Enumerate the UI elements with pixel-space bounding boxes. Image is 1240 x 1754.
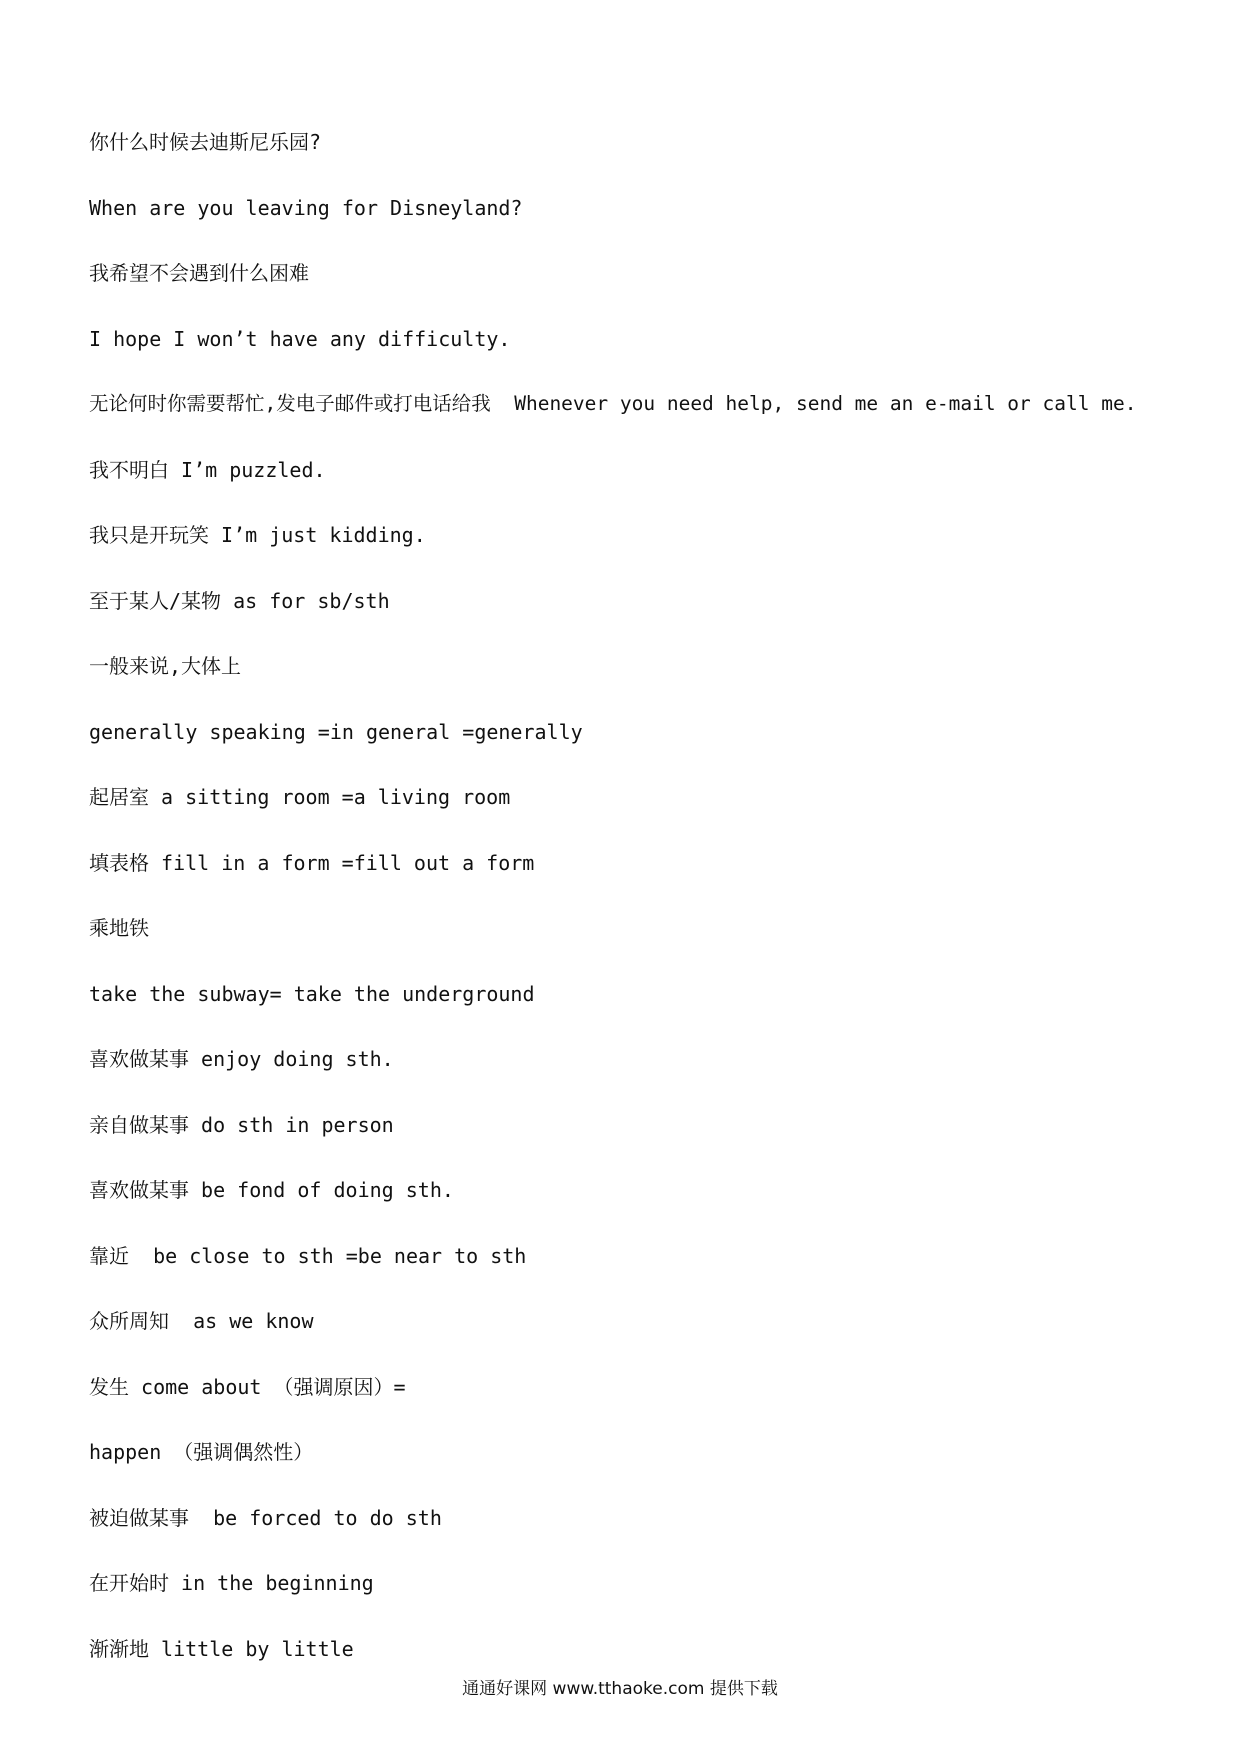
text-line: 我不明白 I’m puzzled.: [89, 457, 326, 482]
text-line: 靠近 be close to sth =be near to sth: [89, 1243, 527, 1268]
text-line: 喜欢做某事 be fond of doing sth.: [89, 1178, 454, 1202]
text-line: 发生 come about （强调原因）=: [89, 1374, 406, 1399]
text-line: 亲自做某事 do sth in person: [89, 1112, 394, 1137]
text-line: 我只是开玩笑 I’m just kidding.: [89, 523, 426, 547]
text-line: take the subway= take the underground: [89, 981, 535, 1006]
text-line: 起居室 a sitting room =a living room: [89, 785, 511, 809]
text-line: 填表格 fill in a form =fill out a form: [89, 850, 535, 875]
text-line: 无论何时你需要帮忙,发电子邮件或打电话给我 Whenever you need help, send me an e-mail or call me.: [89, 392, 1137, 415]
page-footer: 通通好课网 www.tthaoke.com 提供下载: [462, 1679, 778, 1699]
text-line: 乘地铁: [89, 916, 149, 940]
text-line: 一般来说,大体上: [89, 654, 242, 678]
text-line: 众所周知 as we know: [89, 1309, 314, 1333]
text-line: happen （强调偶然性）: [89, 1440, 314, 1464]
text-line: 渐渐地 little by little: [89, 1636, 354, 1661]
text-line: When are you leaving for Disneyland?: [89, 195, 523, 220]
phrase-list: [89, 119, 1169, 1691]
text-line: 在开始时 in the beginning: [89, 1571, 374, 1595]
text-line: generally speaking =in general =generally: [89, 719, 583, 744]
text-line: 你什么时候去迪斯尼乐园?: [89, 130, 322, 154]
text-line: 我希望不会遇到什么困难: [89, 261, 309, 285]
text-line: 至于某人/某物 as for sb/sth: [89, 588, 390, 613]
text-line: 被迫做某事 be forced to do sth: [89, 1505, 442, 1530]
text-line: I hope I won’t have any difficulty.: [89, 326, 511, 351]
text-line: 喜欢做某事 enjoy doing sth.: [89, 1047, 394, 1071]
